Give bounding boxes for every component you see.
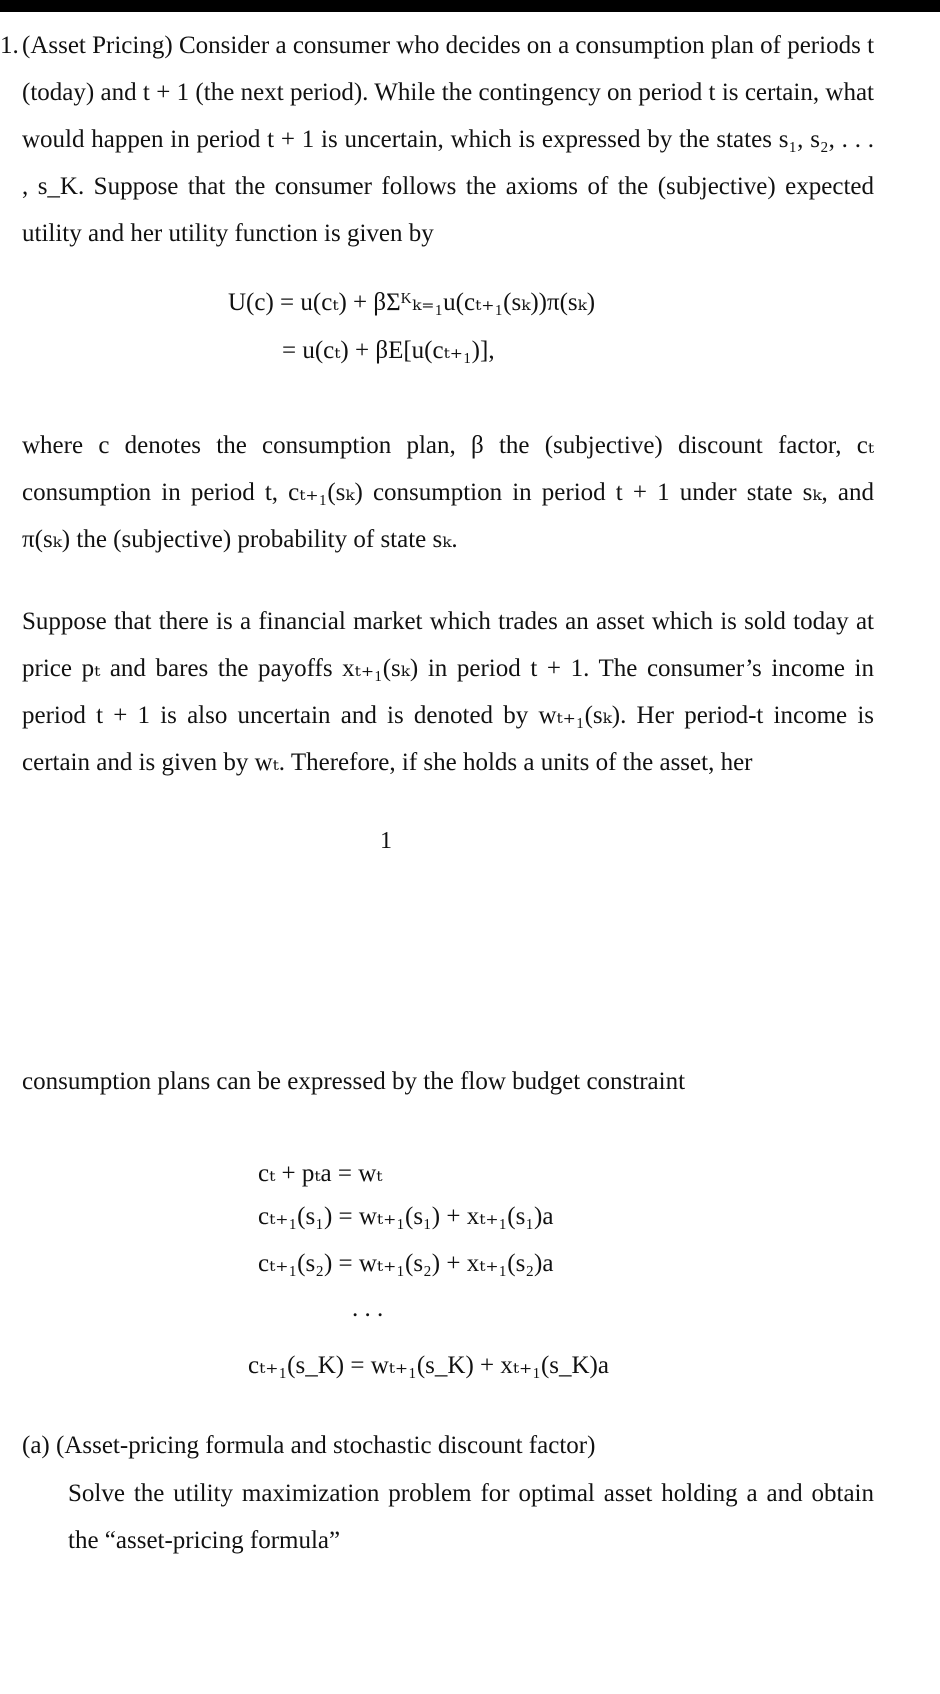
definitions-paragraph: where c denotes the consumption plan, β the (subjective) discount factor, cₜ consumption in period t, cₜ₊₁(sₖ) consumption in period t + 1 under state sₖ, and π(sₖ) the (subjective) probability of state sₖ. — [22, 432, 874, 553]
budget-eq-k: cₜ₊₁(s_K) = wₜ₊₁(s_K) + xₜ₊₁(s_K)a — [248, 1352, 609, 1379]
utility-eq-line1: U(c) = u(cₜ) + βΣᴷₖ₌₁u(cₜ₊₁(sₖ))π(sₖ) — [228, 289, 596, 316]
problem-intro — [0, 22, 875, 257]
utility-eq-line2: = u(cₜ) + βE[u(cₜ₊₁)], — [282, 337, 495, 364]
page-number: 1 — [380, 828, 392, 854]
budget-eq-3: cₜ₊₁(s₂) = wₜ₊₁(s₂) + xₜ₊₁(s₂)a — [258, 1250, 554, 1277]
part-a-label — [22, 1432, 595, 1460]
continuation-text: consumption plans can be expressed by the flow budget constraint — [22, 1068, 686, 1095]
budget-eq-1: cₜ + pₜa = wₜ — [258, 1160, 383, 1187]
budget-eq-ellipsis: . . . — [352, 1295, 384, 1322]
market-paragraph: Suppose that there is a financial market which trades an asset which is sold today at price pₜ and bares the payoffs xₜ₊₁(sₖ) in period t + 1. The consumer’s income in period t + 1 is also uncertain and is denoted by wₜ₊₁(sₖ). Her period-t income is certain and is given by wₜ. Therefore, if she holds a units of the asset, her — [22, 608, 874, 776]
top-black-bar — [0, 0, 940, 12]
part-a-letter: (a) — [22, 1432, 50, 1459]
problem-number: 1. — [0, 32, 19, 59]
problem-title: (Asset Pricing) — [22, 32, 173, 59]
part-a-title: (Asset-pricing formula and stochastic discount factor) — [56, 1432, 596, 1459]
part-a-text: Solve the utility maximization problem for optimal asset holding a and obtain the “asset-pricing formula” — [68, 1480, 874, 1554]
budget-eq-2: cₜ₊₁(s₁) = wₜ₊₁(s₁) + xₜ₊₁(s₁)a — [258, 1203, 554, 1230]
problem-intro-text: Consider a consumer who decides on a consumption plan of periods t (today) and t + 1 (the next period). While the contingency on period t is certain, what would happen in period t + 1 is uncertain, which is expressed by the states s₁, s₂, . . . , s_K. Suppose that the consumer follows the axioms of the (subjective) expected utility and her utility function is given by — [22, 32, 875, 247]
